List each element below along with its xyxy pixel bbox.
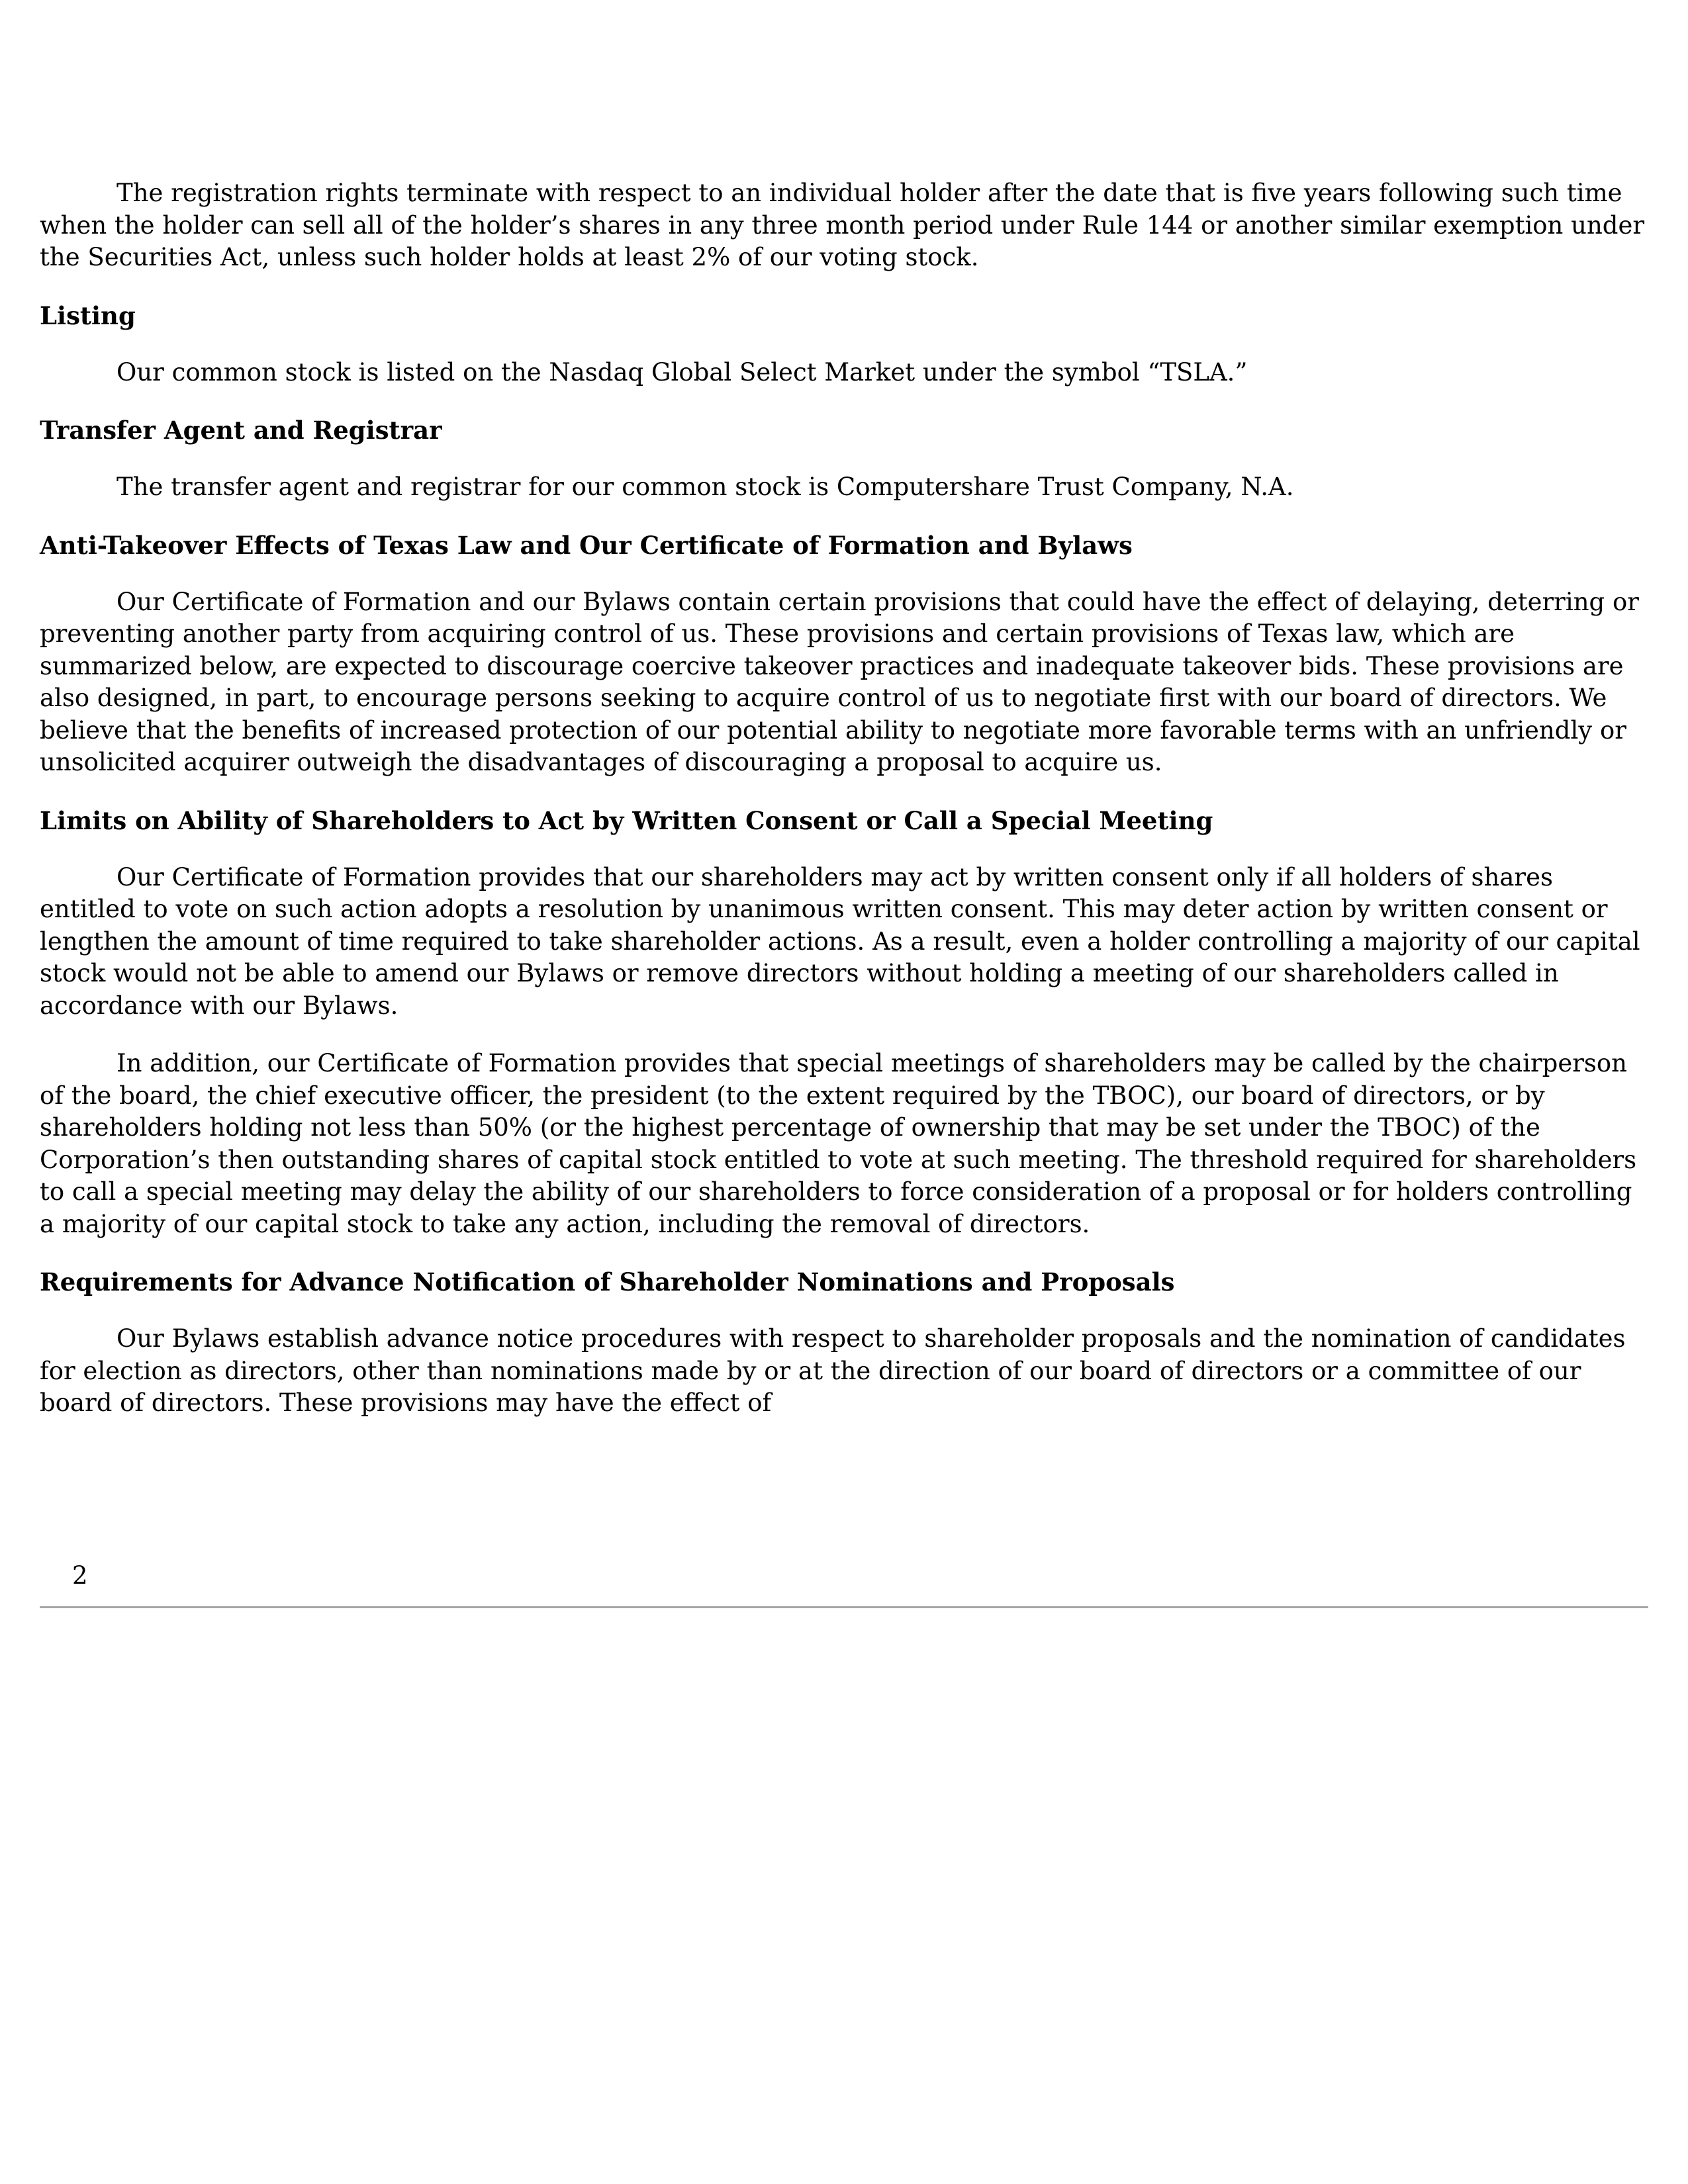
footer-divider xyxy=(40,1606,1648,1608)
paragraph-special-meetings: In addition, our Certificate of Formation provides that special meetings of shareholders may be called by the chairperson of the board, the chief executive officer, the president (to the extent required by the TBOC), our board of directors, or by shareholders holding not less than 50% (or the highest percentage of ownership that may be set under the TBOC) of the Corporation’s then outstanding shares of capital stock entitled to vote at such meeting. The threshold required for shareholders to call a special meeting may delay the ability of our shareholders to force consideration of a proposal or for holders controlling a majority of our capital stock to take any action, including the removal of directors. xyxy=(40,1049,1637,1238)
heading-limits-written-consent: Limits on Ability of Shareholders to Act by Written Consent or Call a Special Meeting xyxy=(40,805,1213,835)
paragraph-listing: Our common stock is listed on the Nasdaq Global Select Market under the symbol “TSLA.” xyxy=(117,357,1248,387)
paragraph-written-consent: Our Certificate of Formation provides that our shareholders may act by written consent only if all holders of shares entitled to vote on such action adopts a resolution by unanimous written consent. This may deter action by written consent or lengthen the amount of time required to take shareholder actions. As a result, even a holder controlling a majority of our capital stock would not be able to amend our Bylaws or remove directors without holding a meeting of our shareholders called in accordance with our Bylaws. xyxy=(40,862,1640,1020)
paragraph-transfer-agent: The transfer agent and registrar for our common stock is Computershare Trust Company, N.A. xyxy=(117,473,1294,501)
heading-advance-notification: Requirements for Advance Notification of Shareholder Nominations and Proposals xyxy=(40,1267,1175,1297)
paragraph-advance-notice: Our Bylaws establish advance notice procedures with respect to shareholder proposals and the nomination of candidates for election as directors, other than nominations made by or at the direction of our board of directors or a committee of our board of directors. These provisions may have the effect of xyxy=(40,1324,1626,1417)
paragraph-registration-rights: The registration rights terminate with respect to an individual holder after the date that is five years following such time when the holder can sell all of the holder’s shares in any three month period under Rule 144 or another similar exemption under the Securities Act, unless such holder holds at least 2% of our voting stock. xyxy=(40,179,1645,271)
page-number: 2 xyxy=(72,1561,88,1590)
paragraph-anti-takeover: Our Certificate of Formation and our Bylaws contain certain provisions that could have the effect of delaying, deterring or preventing another party from acquiring control of us. These provisions and certain provisions of Texas law, which are summarized below, are expected to discourage coercive takeover practices and inadequate takeover bids. These provisions are also designed, in part, to encourage persons seeking to acquire control of us to negotiate first with our board of directors. We believe that the benefits of increased protection of our potential ability to negotiate more favorable terms with an unfriendly or unsolicited acquirer outweigh the disadvantages of discouraging a proposal to acquire us. xyxy=(40,587,1639,776)
document-page xyxy=(40,177,1648,1445)
heading-anti-takeover: Anti-Takeover Effects of Texas Law and Our Certificate of Formation and Bylaws xyxy=(40,530,1133,560)
heading-transfer-agent: Transfer Agent and Registrar xyxy=(40,416,442,445)
heading-listing: Listing xyxy=(40,300,136,330)
